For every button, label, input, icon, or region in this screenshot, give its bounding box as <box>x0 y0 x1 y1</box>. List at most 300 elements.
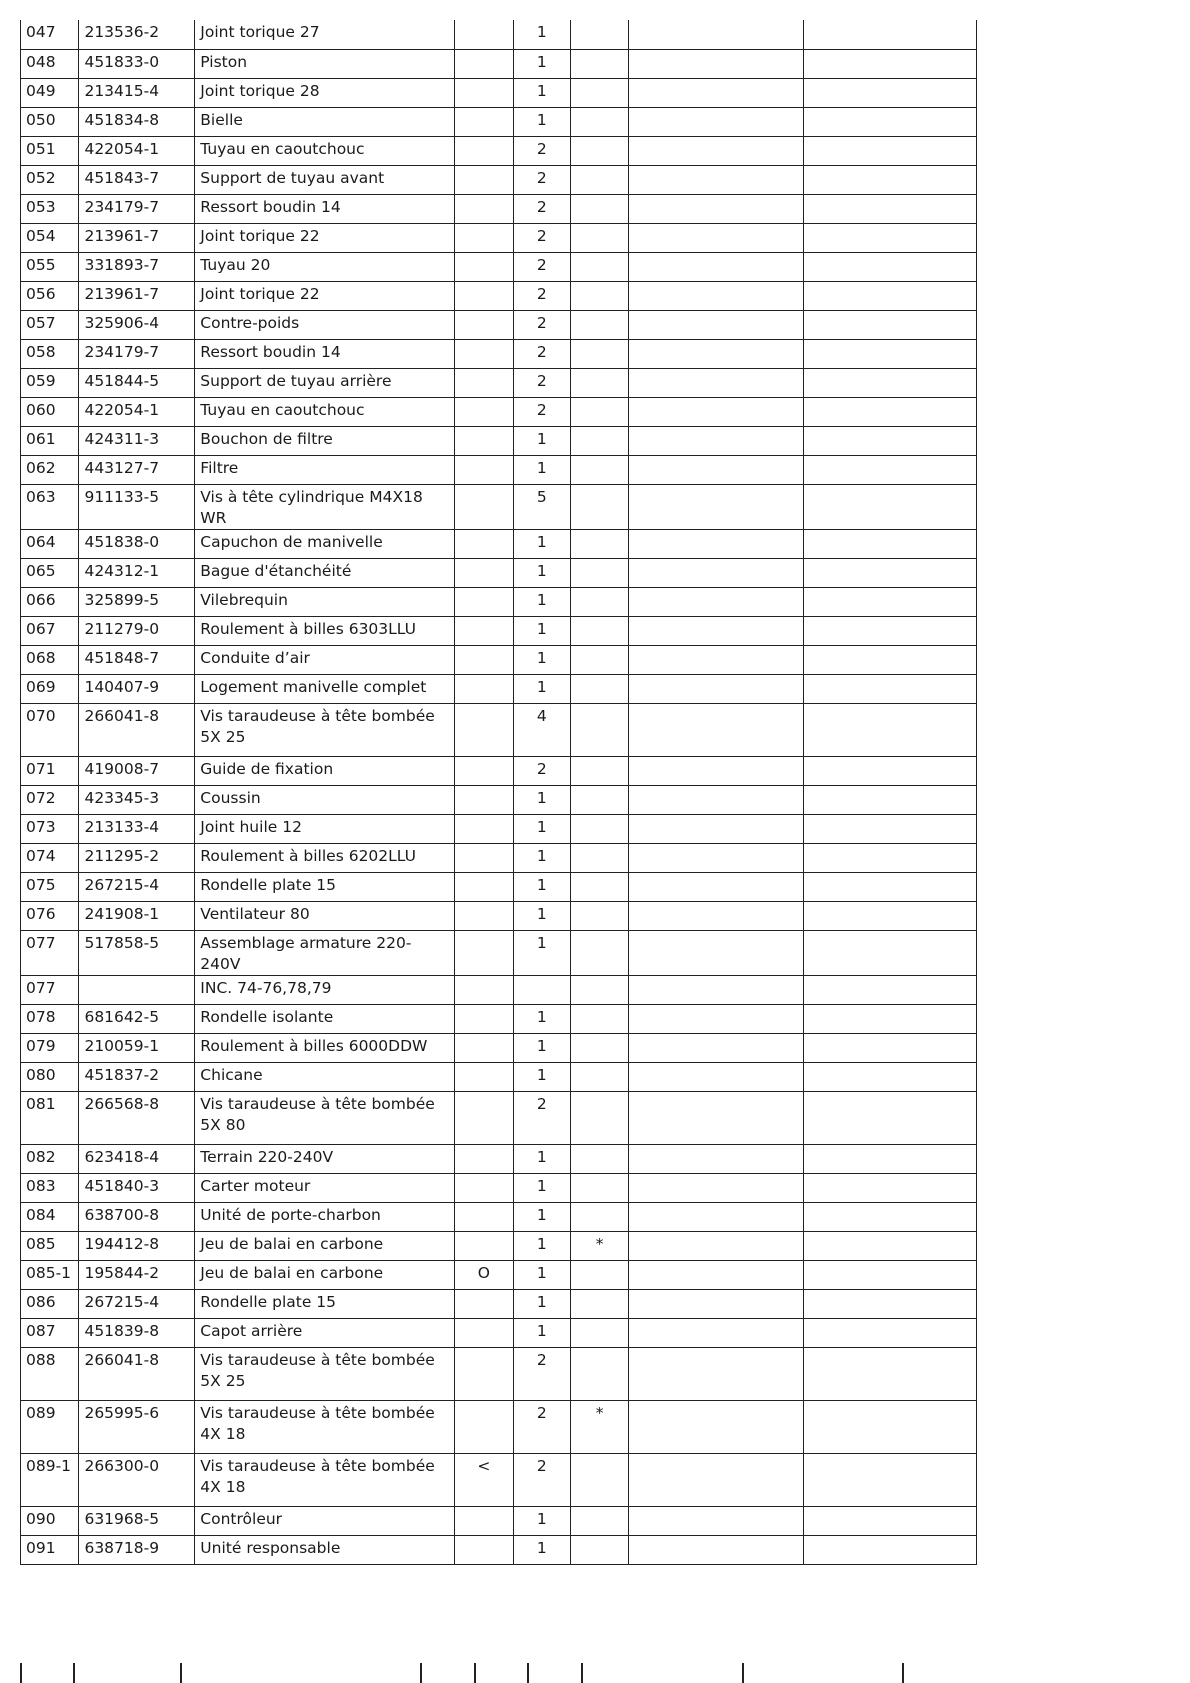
item-number: 048 <box>21 49 79 78</box>
table-row <box>21 107 977 136</box>
symbol <box>455 107 513 136</box>
empty-cell <box>629 1400 803 1453</box>
description: Bouchon de filtre <box>195 426 455 455</box>
symbol <box>455 1535 513 1564</box>
part-number: 194412-8 <box>79 1231 195 1260</box>
symbol <box>455 785 513 814</box>
note-mark <box>570 310 628 339</box>
table-row <box>21 785 977 814</box>
empty-cell <box>803 426 976 455</box>
empty-cell <box>803 975 976 1004</box>
table-row <box>21 1289 977 1318</box>
description: Vilebrequin <box>195 587 455 616</box>
quantity: 1 <box>513 930 570 975</box>
description: INC. 74-76,78,79 <box>195 975 455 1004</box>
note-mark <box>570 1347 628 1400</box>
table-row <box>21 397 977 426</box>
empty-cell <box>803 397 976 426</box>
quantity: 1 <box>513 674 570 703</box>
symbol <box>455 1506 513 1535</box>
empty-cell <box>629 1173 803 1202</box>
item-number: 091 <box>21 1535 79 1564</box>
part-number: 443127-7 <box>79 455 195 484</box>
empty-cell <box>629 368 803 397</box>
quantity: 1 <box>513 843 570 872</box>
item-number: 071 <box>21 756 79 785</box>
quantity: 1 <box>513 1033 570 1062</box>
note-mark <box>570 930 628 975</box>
table-row <box>21 1347 977 1400</box>
empty-cell <box>629 397 803 426</box>
empty-cell <box>803 1033 976 1062</box>
empty-cell <box>629 674 803 703</box>
item-number: 055 <box>21 252 79 281</box>
description: Vis à tête cylindrique M4X18 WR <box>195 484 455 529</box>
quantity: 2 <box>513 223 570 252</box>
item-number: 089 <box>21 1400 79 1453</box>
note-mark <box>570 368 628 397</box>
table-row <box>21 1318 977 1347</box>
item-number: 063 <box>21 484 79 529</box>
symbol <box>455 814 513 843</box>
empty-cell <box>629 975 803 1004</box>
table-row <box>21 49 977 78</box>
quantity: 2 <box>513 1400 570 1453</box>
note-mark <box>570 843 628 872</box>
item-number: 076 <box>21 901 79 930</box>
part-number: 211295-2 <box>79 843 195 872</box>
table-continuation-line <box>73 1663 75 1683</box>
table-row <box>21 703 977 756</box>
description: Joint torique 22 <box>195 223 455 252</box>
part-number: 424312-1 <box>79 558 195 587</box>
note-mark <box>570 756 628 785</box>
note-mark <box>570 1144 628 1173</box>
description: Guide de fixation <box>195 756 455 785</box>
symbol <box>455 1231 513 1260</box>
empty-cell <box>629 1535 803 1564</box>
table-row <box>21 194 977 223</box>
part-number: 267215-4 <box>79 1289 195 1318</box>
note-mark <box>570 136 628 165</box>
empty-cell <box>803 20 976 49</box>
item-number: 062 <box>21 455 79 484</box>
note-mark <box>570 1453 628 1506</box>
table-row <box>21 674 977 703</box>
item-number: 050 <box>21 107 79 136</box>
empty-cell <box>629 455 803 484</box>
symbol <box>455 397 513 426</box>
table-row <box>21 426 977 455</box>
empty-cell <box>803 756 976 785</box>
item-number: 049 <box>21 78 79 107</box>
part-number: 331893-7 <box>79 252 195 281</box>
empty-cell <box>629 20 803 49</box>
part-number: 423345-3 <box>79 785 195 814</box>
empty-cell <box>629 616 803 645</box>
table-row <box>21 975 977 1004</box>
symbol <box>455 20 513 49</box>
part-number: 267215-4 <box>79 872 195 901</box>
table-row <box>21 1260 977 1289</box>
symbol <box>455 310 513 339</box>
symbol <box>455 1347 513 1400</box>
description: Vis taraudeuse à tête bombée 5X 25 <box>195 1347 455 1400</box>
quantity: 1 <box>513 558 570 587</box>
item-number: 054 <box>21 223 79 252</box>
description: Unité de porte-charbon <box>195 1202 455 1231</box>
table-row <box>21 1173 977 1202</box>
empty-cell <box>629 107 803 136</box>
symbol <box>455 165 513 194</box>
part-number: 234179-7 <box>79 194 195 223</box>
quantity: 2 <box>513 1347 570 1400</box>
item-number: 085 <box>21 1231 79 1260</box>
symbol <box>455 1289 513 1318</box>
item-number: 087 <box>21 1318 79 1347</box>
note-mark <box>570 814 628 843</box>
empty-cell <box>629 194 803 223</box>
empty-cell <box>803 1535 976 1564</box>
quantity: 2 <box>513 368 570 397</box>
symbol <box>455 587 513 616</box>
empty-cell <box>629 558 803 587</box>
item-number: 052 <box>21 165 79 194</box>
empty-cell <box>803 368 976 397</box>
item-number: 077 <box>21 930 79 975</box>
quantity: 4 <box>513 703 570 756</box>
item-number: 073 <box>21 814 79 843</box>
note-mark <box>570 1260 628 1289</box>
empty-cell <box>629 484 803 529</box>
item-number: 053 <box>21 194 79 223</box>
item-number: 078 <box>21 1004 79 1033</box>
table-row <box>21 1004 977 1033</box>
empty-cell <box>629 136 803 165</box>
item-number: 051 <box>21 136 79 165</box>
symbol <box>455 368 513 397</box>
empty-cell <box>803 872 976 901</box>
item-number: 066 <box>21 587 79 616</box>
empty-cell <box>629 281 803 310</box>
description: Jeu de balai en carbone <box>195 1231 455 1260</box>
item-number: 057 <box>21 310 79 339</box>
part-number: 266300-0 <box>79 1453 195 1506</box>
part-number: 213415-4 <box>79 78 195 107</box>
item-number: 075 <box>21 872 79 901</box>
description: Terrain 220-240V <box>195 1144 455 1173</box>
part-number: 266568-8 <box>79 1091 195 1144</box>
description: Joint torique 28 <box>195 78 455 107</box>
part-number: 419008-7 <box>79 756 195 785</box>
note-mark <box>570 558 628 587</box>
quantity: 2 <box>513 1091 570 1144</box>
empty-cell <box>803 310 976 339</box>
empty-cell <box>629 1091 803 1144</box>
note-mark <box>570 1318 628 1347</box>
item-number: 088 <box>21 1347 79 1400</box>
note-mark <box>570 455 628 484</box>
empty-cell <box>629 529 803 558</box>
note-mark <box>570 587 628 616</box>
description: Ressort boudin 14 <box>195 339 455 368</box>
symbol <box>455 703 513 756</box>
symbol <box>455 1202 513 1231</box>
empty-cell <box>629 901 803 930</box>
description: Vis taraudeuse à tête bombée 5X 80 <box>195 1091 455 1144</box>
description: Joint torique 27 <box>195 20 455 49</box>
empty-cell <box>629 645 803 674</box>
item-number: 058 <box>21 339 79 368</box>
description: Roulement à billes 6000DDW <box>195 1033 455 1062</box>
quantity: 2 <box>513 756 570 785</box>
description: Filtre <box>195 455 455 484</box>
note-mark <box>570 1535 628 1564</box>
part-number: 211279-0 <box>79 616 195 645</box>
empty-cell <box>629 339 803 368</box>
symbol <box>455 49 513 78</box>
table-row <box>21 587 977 616</box>
note-mark <box>570 107 628 136</box>
table-row <box>21 558 977 587</box>
symbol <box>455 843 513 872</box>
part-number: 422054-1 <box>79 397 195 426</box>
empty-cell <box>629 1347 803 1400</box>
quantity <box>513 975 570 1004</box>
note-mark <box>570 20 628 49</box>
empty-cell <box>803 901 976 930</box>
table-row <box>21 901 977 930</box>
empty-cell <box>803 1062 976 1091</box>
table-row <box>21 339 977 368</box>
table-row <box>21 1453 977 1506</box>
empty-cell <box>803 49 976 78</box>
note-mark <box>570 1506 628 1535</box>
description: Vis taraudeuse à tête bombée 5X 25 <box>195 703 455 756</box>
part-number: 638700-8 <box>79 1202 195 1231</box>
item-number: 047 <box>21 20 79 49</box>
symbol: O <box>455 1260 513 1289</box>
empty-cell <box>629 1144 803 1173</box>
empty-cell <box>629 1202 803 1231</box>
note-mark <box>570 529 628 558</box>
part-number: 265995-6 <box>79 1400 195 1453</box>
empty-cell <box>629 426 803 455</box>
symbol <box>455 1004 513 1033</box>
empty-cell <box>629 872 803 901</box>
table-row <box>21 1202 977 1231</box>
item-number: 085-1 <box>21 1260 79 1289</box>
table-row <box>21 281 977 310</box>
table-row <box>21 252 977 281</box>
empty-cell <box>629 756 803 785</box>
quantity: 1 <box>513 455 570 484</box>
description: Roulement à billes 6303LLU <box>195 616 455 645</box>
quantity: 2 <box>513 165 570 194</box>
quantity: 5 <box>513 484 570 529</box>
note-mark <box>570 975 628 1004</box>
note-mark <box>570 1033 628 1062</box>
table-row <box>21 455 977 484</box>
parts-table-body <box>21 20 977 1564</box>
empty-cell <box>803 1347 976 1400</box>
quantity: 1 <box>513 1535 570 1564</box>
empty-cell <box>629 587 803 616</box>
description: Contrôleur <box>195 1506 455 1535</box>
item-number: 056 <box>21 281 79 310</box>
item-number: 081 <box>21 1091 79 1144</box>
note-mark <box>570 1289 628 1318</box>
quantity: 1 <box>513 645 570 674</box>
symbol <box>455 616 513 645</box>
table-continuation-line <box>581 1663 583 1683</box>
quantity: 1 <box>513 1289 570 1318</box>
table-continuation-line <box>527 1663 529 1683</box>
part-number: 681642-5 <box>79 1004 195 1033</box>
note-mark <box>570 1091 628 1144</box>
item-number: 068 <box>21 645 79 674</box>
symbol <box>455 1144 513 1173</box>
table-row <box>21 1506 977 1535</box>
table-continuation-line <box>742 1663 744 1683</box>
note-mark <box>570 1004 628 1033</box>
table-row <box>21 1535 977 1564</box>
note-mark <box>570 1173 628 1202</box>
part-number: 451839-8 <box>79 1318 195 1347</box>
item-number: 089-1 <box>21 1453 79 1506</box>
empty-cell <box>803 1318 976 1347</box>
note-mark <box>570 78 628 107</box>
symbol <box>455 1062 513 1091</box>
item-number: 070 <box>21 703 79 756</box>
quantity: 2 <box>513 252 570 281</box>
part-number: 424311-3 <box>79 426 195 455</box>
note-mark <box>570 194 628 223</box>
symbol <box>455 426 513 455</box>
quantity: 1 <box>513 587 570 616</box>
empty-cell <box>629 930 803 975</box>
symbol <box>455 1400 513 1453</box>
table-row <box>21 1400 977 1453</box>
description: Roulement à billes 6202LLU <box>195 843 455 872</box>
part-number: 638718-9 <box>79 1535 195 1564</box>
item-number: 079 <box>21 1033 79 1062</box>
part-number: 234179-7 <box>79 339 195 368</box>
note-mark <box>570 397 628 426</box>
empty-cell <box>803 1400 976 1453</box>
symbol <box>455 339 513 368</box>
symbol <box>455 1173 513 1202</box>
item-number: 065 <box>21 558 79 587</box>
quantity: 1 <box>513 1202 570 1231</box>
empty-cell <box>803 814 976 843</box>
table-row <box>21 1062 977 1091</box>
empty-cell <box>803 1231 976 1260</box>
table-row <box>21 484 977 529</box>
table-row <box>21 872 977 901</box>
item-number: 080 <box>21 1062 79 1091</box>
symbol <box>455 194 513 223</box>
part-number: 195844-2 <box>79 1260 195 1289</box>
table-row <box>21 368 977 397</box>
part-number: 213961-7 <box>79 281 195 310</box>
part-number: 451838-0 <box>79 529 195 558</box>
table-row <box>21 930 977 975</box>
empty-cell <box>629 785 803 814</box>
description: Tuyau en caoutchouc <box>195 136 455 165</box>
item-number: 077 <box>21 975 79 1004</box>
quantity: 1 <box>513 872 570 901</box>
note-mark <box>570 252 628 281</box>
empty-cell <box>629 1318 803 1347</box>
empty-cell <box>803 339 976 368</box>
symbol <box>455 529 513 558</box>
empty-cell <box>803 843 976 872</box>
empty-cell <box>803 455 976 484</box>
empty-cell <box>803 1202 976 1231</box>
part-number: 210059-1 <box>79 1033 195 1062</box>
symbol <box>455 484 513 529</box>
table-row <box>21 616 977 645</box>
note-mark <box>570 426 628 455</box>
table-row <box>21 20 977 49</box>
empty-cell <box>629 165 803 194</box>
note-mark: * <box>570 1231 628 1260</box>
note-mark <box>570 645 628 674</box>
empty-cell <box>803 1453 976 1506</box>
item-number: 059 <box>21 368 79 397</box>
empty-cell <box>803 281 976 310</box>
description: Bielle <box>195 107 455 136</box>
table-row <box>21 1033 977 1062</box>
description: Coussin <box>195 785 455 814</box>
empty-cell <box>803 616 976 645</box>
symbol <box>455 756 513 785</box>
description: Capuchon de manivelle <box>195 529 455 558</box>
description: Joint torique 22 <box>195 281 455 310</box>
symbol <box>455 645 513 674</box>
description: Unité responsable <box>195 1535 455 1564</box>
table-continuation-line <box>20 1663 22 1683</box>
item-number: 069 <box>21 674 79 703</box>
table-row <box>21 1091 977 1144</box>
part-number: 213536-2 <box>79 20 195 49</box>
table-row <box>21 529 977 558</box>
part-number: 517858-5 <box>79 930 195 975</box>
part-number: 451844-5 <box>79 368 195 397</box>
quantity: 1 <box>513 1231 570 1260</box>
quantity: 2 <box>513 281 570 310</box>
quantity: 1 <box>513 901 570 930</box>
quantity: 1 <box>513 616 570 645</box>
empty-cell <box>629 1004 803 1033</box>
symbol <box>455 281 513 310</box>
part-number: 422054-1 <box>79 136 195 165</box>
description: Conduite d’air <box>195 645 455 674</box>
quantity: 1 <box>513 20 570 49</box>
description: Capot arrière <box>195 1318 455 1347</box>
part-number <box>79 975 195 1004</box>
part-number: 241908-1 <box>79 901 195 930</box>
symbol <box>455 223 513 252</box>
part-number: 451848-7 <box>79 645 195 674</box>
table-row <box>21 1231 977 1260</box>
quantity: 1 <box>513 78 570 107</box>
empty-cell <box>803 1289 976 1318</box>
part-number: 213133-4 <box>79 814 195 843</box>
description: Ressort boudin 14 <box>195 194 455 223</box>
description: Carter moteur <box>195 1173 455 1202</box>
